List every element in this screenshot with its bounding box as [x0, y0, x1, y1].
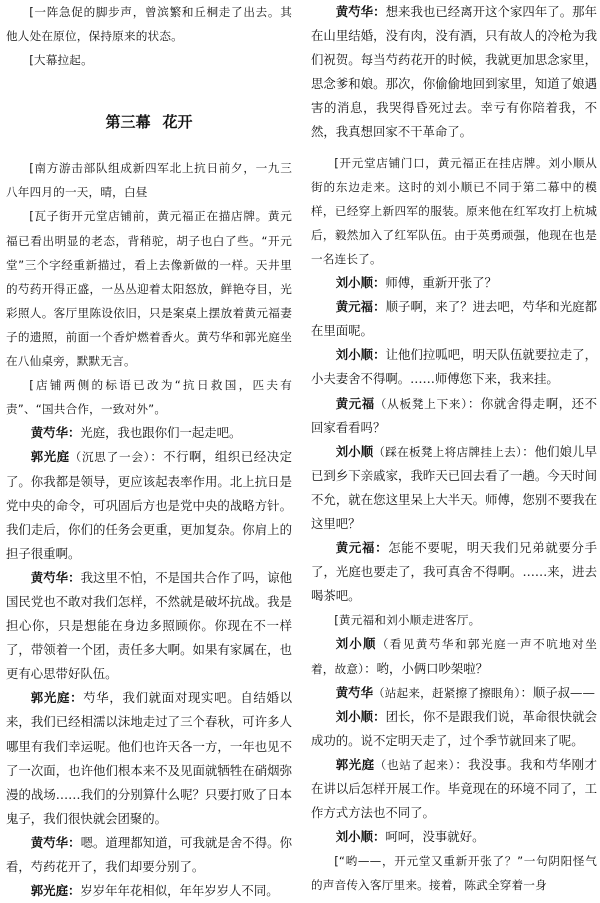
dialogue-line [6, 686, 292, 831]
dialogue-text: 怎能不要呢，明天我们兄弟就要分手了，光庭也要走了，我可真舍不得啊。……来，进去喝茶吧。 [311, 540, 598, 604]
stage-note: （看见黄芍华和郭光庭一声不吭地对坐着，故意） [311, 637, 597, 676]
speaker-name: 郭光庭： [30, 690, 84, 706]
speaker-name: 刘小顺： [335, 708, 386, 724]
speaker-name: 刘小顺： [335, 275, 386, 291]
speaker-name: 黄芍华： [335, 4, 386, 19]
speaker-name: 黄芍华 [335, 684, 373, 700]
dialogue-text: 顺子啊，来了？进去吧，芍华和光庭都在里面呢。 [311, 299, 598, 339]
dialogue-line [6, 831, 292, 879]
dialogue-line [311, 392, 597, 440]
stage-direction: [“哟——，开元堂又重新开张了？”一句阴阳怪气的声音传入客厅里来。接着，陈武全穿着一身 [311, 854, 597, 893]
left-column [6, 0, 292, 903]
dialogue-text: ：你就舍得走啊，还不回家看看吗？ [311, 395, 597, 435]
stage-direction: [大幕拉起。 [29, 53, 93, 68]
speaker-name: 刘小顺： [335, 829, 386, 845]
dialogue-line [311, 343, 597, 391]
dialogue-line [311, 632, 597, 680]
dialogue-line [6, 566, 292, 686]
dialogue-text: ：他们娘儿早已到乡下亲戚家，我昨天已回去看了一趟。今天时间不允，就在您这里呆上大半天。师傅，您别不要我在这里吧？ [311, 443, 597, 531]
dialogue-text: ：顺子叔—— [520, 684, 595, 700]
speaker-name: 刘小顺 [335, 636, 377, 652]
dialogue-text: 呵呵，没事就好。 [385, 829, 485, 845]
speaker-name: 黄芍华： [30, 834, 81, 850]
speaker-name: 刘小顺： [335, 347, 386, 363]
dialogue-text: 光庭，我也跟你们一起走吧。 [80, 425, 242, 441]
speaker-name: 黄元福： [335, 299, 386, 315]
act-title: 第三幕 [105, 113, 151, 132]
speaker-name: 刘小顺 [335, 443, 374, 459]
right-column [311, 0, 597, 897]
speaker-name: 黄元福： [335, 540, 389, 556]
dialogue-text: 嗯。道理都知道，可我就是舍不得。你看，芍药花开了，我们却要分别了。 [6, 834, 293, 874]
stage-direction: [南方游击部队组成新四军北上抗日前夕，一九三八年四月的一天，晴，白昼 [6, 161, 292, 200]
stage-direction: [瓦子街开元堂店铺前，黄元福正在描店牌。黄元福已看出明显的老态，背稍驼，胡子也白了些。“开元堂”三个字经重新描过，看上去像新做的一样。天井里的芍药开得正盛，一丛丛迎着太阳怒放，鲜艳夺目，光彩照人。客厅里陈设依旧，只是案桌上摆放着黄元福妻子的遗照，前面一个香炉燃着香火。黄芍华和郭光庭坐在八仙桌旁，默默无言。 [6, 209, 292, 369]
dialogue-text: 想来我也已经离开这个家四年了。那年在山里结婚，没有肉，没有酒，只有故人的冷枪为我们祝贺。每当芍药花开的时候，我就更加思念家里，思念爹和娘。那次，你偷偷地回到家里，知道了娘遇害的消息，我哭得昏死过去。幸亏有你陪着我，不然，我真想回家不干革命了。 [311, 4, 598, 140]
speaker-name: 黄元福 [335, 395, 375, 411]
stage-note: （从板凳上下来） [374, 396, 468, 411]
stage-direction: [一阵急促的脚步声，曾滨繁和丘桐走了出去。其他人处在原位，保持原来的状态。 [6, 5, 292, 44]
speaker-name: 黄芍华： [30, 425, 81, 441]
dialogue-line [311, 705, 597, 753]
dialogue-line [311, 271, 597, 295]
stage-note: （也站了起来） [374, 757, 456, 772]
dialogue-line [311, 681, 597, 705]
speaker-name: 郭光庭： [30, 883, 81, 899]
speaker-name: 郭光庭 [30, 449, 70, 465]
speaker-name: 黄芍华： [30, 569, 81, 585]
speaker-name: 郭光庭 [335, 756, 375, 772]
stage-note: （沉思了一会） [69, 450, 151, 465]
dialogue-text: ：哟，小俩口吵架啦？ [364, 660, 489, 676]
dialogue-text: 师傅，重新开张了？ [385, 275, 497, 291]
dialogue-line [6, 879, 292, 903]
dialogue-text: ：不行啊，组织已经决定了。你我都是领导，更应该起表率作用。北上抗日是党中央的命令，可巩固后方也是党中央的战略方针。我们走后，你们的任务会更重，更加复杂。你肩上的担子很重啊。 [6, 449, 293, 561]
act-heading [6, 110, 292, 134]
stage-direction: [店铺两侧的标语已改为“抗日救国，匹夫有责”、“国共合作，一致对外”。 [6, 378, 292, 417]
dialogue-line [6, 445, 292, 565]
dialogue-line [311, 0, 597, 145]
stage-direction: [开元堂店铺门口，黄元福正在挂店牌。刘小顺从街的东边走来。这时的刘小顺已不同于第二幕中的模样，已经穿上新四军的服装。原来他在红军攻打上杭城后，毅然加入了红军队伍。由于英勇顽强，他现在也是一名连长了。 [311, 155, 597, 266]
stage-note: （站起来，赶紧擦了擦眼角） [372, 685, 521, 700]
act-name: 花开 [162, 113, 193, 132]
dialogue-text: 岁岁年年花相似，年年岁岁人不同。 [80, 883, 279, 899]
dialogue-text: 团长，你不是跟我们说，革命很快就会成功的。说不定明天走了，过个季节就回来了呢。 [311, 708, 598, 748]
dialogue-text: ：我没事。我和芍华刚才在讲以后怎样开展工作。毕竟现在的环境不同了，工作方式方法也不同了。 [311, 756, 598, 821]
dialogue-text: 芍华，我们就面对现实吧。自结婚以来，我们已经相濡以沫地走过了三个春秋，可许多人哪里有我们幸运呢。他们也许天各一方，一年也见不了一次面，也许他们根本来不及见面就牺牲在硝烟弥漫的战场……我们的分别算什么呢？只要打败了日本鬼子，我们很快就会团聚的。 [6, 690, 293, 826]
dialogue-line [311, 440, 597, 536]
dialogue-line [311, 295, 597, 343]
dialogue-text: 我这里不怕，不是国共合作了吗，谅他国民党也不敢对我们怎样，不然就是破坏抗战。我是担心你，只是想能在身边多照顾你。你现在不一样了，带领着一个团，责任多大啊。如果有家属在，也更有心思带好队伍。 [6, 569, 293, 682]
dialogue-line [311, 536, 597, 608]
dialogue-line [311, 753, 597, 825]
dialogue-line [6, 421, 292, 445]
stage-direction: [黄元福和刘小顺走进客厅。 [334, 613, 481, 628]
dialogue-line [311, 825, 597, 849]
stage-note: （踩在板凳上将店牌挂上去） [373, 444, 523, 459]
dialogue-text: 让他们拉呱吧，明天队伍就要拉走了，小夫妻舍不得啊。……师傅您下来，我来挂。 [311, 347, 598, 387]
